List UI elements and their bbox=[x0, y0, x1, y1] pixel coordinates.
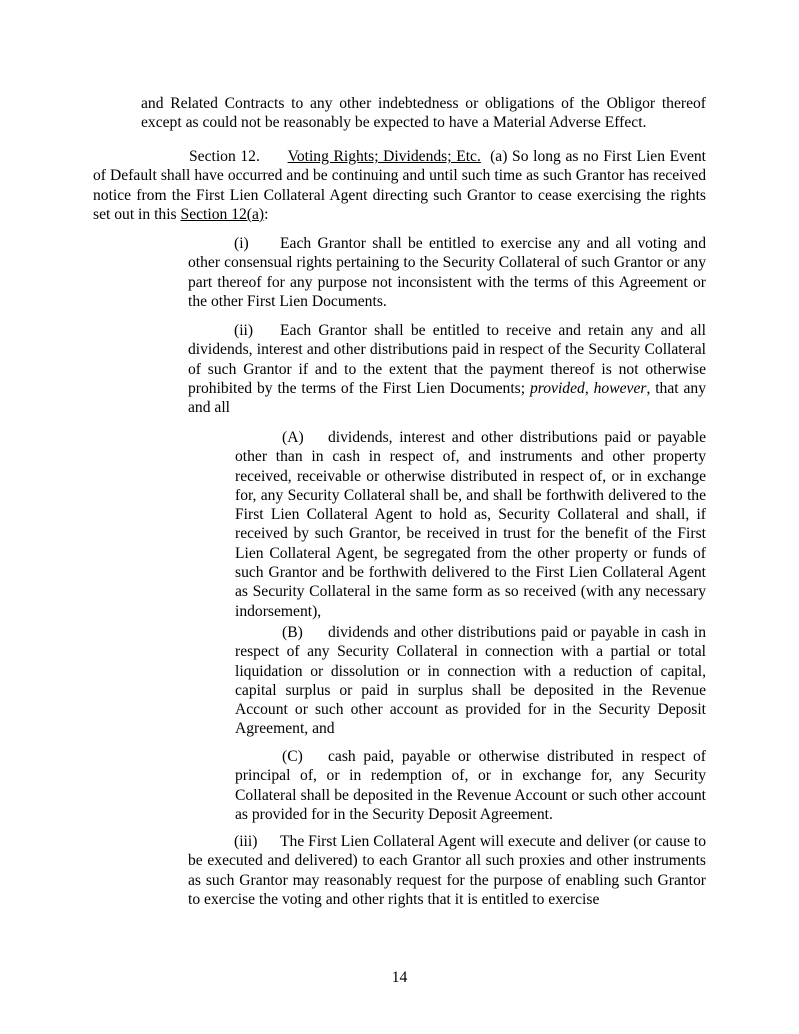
clause-i-text: Each Grantor shall be entitled to exercise any and all voting and other consensual rights pertaining to the Security Collateral of such Grantor or any part thereof for any purpose not inconsistent with the terms of this Agreement or the other First Lien Documents. bbox=[188, 235, 706, 310]
clause-ii-marker: (ii) bbox=[234, 322, 254, 339]
clause-i-marker: (i) bbox=[234, 235, 249, 252]
clause-B-marker: (B) bbox=[282, 624, 303, 641]
section-label: Section 12. bbox=[189, 148, 260, 165]
clause-A-text: dividends, interest and other distributions paid or payable other than in cash in respect of, and instruments and other property received, receivable or otherwise distributed in respect of, or in exchange for, any Security Collateral shall be, and shall be forthwith delivered to the First Lien Collateral Agent to hold as, Security Collateral and shall, if received by such Grantor, be received in trust for the benefit of the First Lien Collateral Agent, be segregated from the other property or funds of such Grantor and be forthwith delivered to the First Lien Collateral Agent as Security Collateral in the same form as so received (with any necessary indorsement), bbox=[235, 429, 706, 620]
clause-i bbox=[188, 234, 706, 311]
section-heading: Voting Rights; Dividends; Etc. bbox=[287, 148, 481, 165]
clause-ii-comma: , bbox=[584, 379, 594, 397]
clause-B bbox=[235, 623, 706, 739]
clause-C-text: cash paid, payable or otherwise distributed in respect of principal of, or in redemption of, or in exchange for, any Security Collateral shall be deposited in the Revenue Account or such other account as provided for in the Security Deposit Agreement. bbox=[235, 748, 706, 823]
clause-A bbox=[235, 428, 706, 621]
section-intro-end: : bbox=[264, 205, 269, 223]
section-intro: (a) So long as no First Lien Event of Default shall have occurred and be continuing and until such time as such Grantor has received notice from the First Lien Collateral Agent directing such Grantor to cease exercising the rights set out in this bbox=[93, 148, 707, 223]
clause-ii-however: however bbox=[593, 379, 647, 397]
clause-ii-text-end: , that any and all bbox=[188, 379, 707, 417]
clause-iii bbox=[188, 832, 706, 909]
clause-A-marker: (A) bbox=[282, 429, 304, 446]
clause-iii-text: The First Lien Collateral Agent will execute and deliver (or cause to be executed and delivered) to each Grantor all such proxies and other instruments as such Grantor may reasonably request for the purpose of enabling such Grantor to exercise the voting and other rights that it is entitled to exercise bbox=[188, 833, 706, 908]
continuation-paragraph bbox=[141, 94, 706, 133]
continuation-text: and Related Contracts to any other indebtedness or obligations of the Obligor thereof except as could not be reasonably be expected to have a Material Adverse Effect. bbox=[141, 95, 706, 132]
clause-C bbox=[235, 747, 706, 824]
section-12-paragraph bbox=[93, 147, 706, 224]
clause-C-marker: (C) bbox=[282, 748, 303, 765]
clause-iii-marker: (iii) bbox=[234, 833, 258, 850]
clause-ii-provided: provided bbox=[529, 379, 585, 397]
clause-ii-text: Each Grantor shall be entitled to receive and retain any and all dividends, interest and other distributions paid in respect of the Security Collateral of such Grantor if and to the extent that the payment thereof is not otherwise prohibited by the terms of the First Lien Documents; bbox=[188, 322, 706, 397]
page-number: 14 bbox=[391, 969, 408, 986]
section-reference: Section 12(a) bbox=[180, 205, 265, 223]
clause-ii bbox=[188, 321, 706, 417]
clause-B-text: dividends and other distributions paid or payable in cash in respect of any Security Collateral in connection with a partial or total liquidation or dissolution or in connection with a reduction of capital, capital surplus or paid in surplus shall be deposited in the Revenue Account or such other account as provided for in the Security Deposit Agreement, and bbox=[235, 624, 706, 738]
